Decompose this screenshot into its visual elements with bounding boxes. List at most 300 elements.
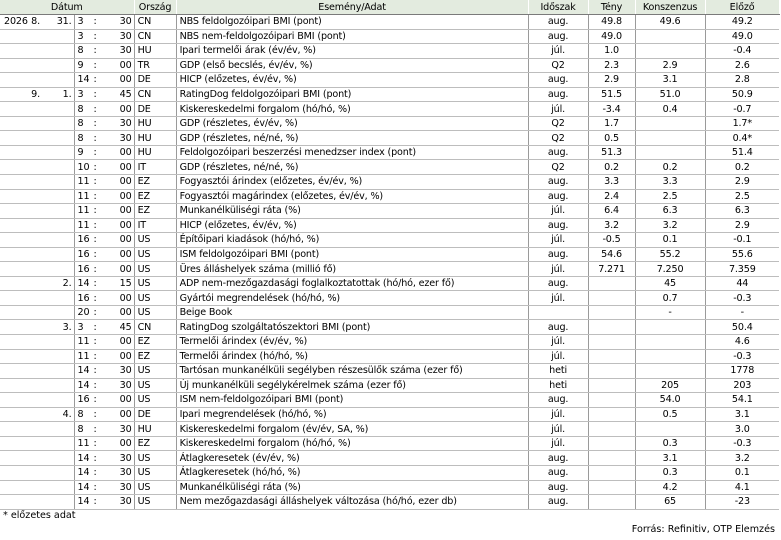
hour-cell: 14 [74, 465, 89, 480]
day-cell [42, 262, 74, 277]
time-separator: : [89, 305, 101, 320]
previous-cell: 3.2 [705, 451, 779, 466]
period-cell: heti [528, 378, 588, 393]
hour-cell: 11 [74, 204, 89, 219]
table-row [0, 422, 779, 437]
table-row [0, 305, 779, 320]
period-cell: júl. [528, 407, 588, 422]
minute-cell: 00 [101, 349, 134, 364]
event-cell: NBS feldolgozóipari BMI (pont) [176, 15, 528, 30]
time-separator: : [89, 378, 101, 393]
year-cell [0, 131, 29, 146]
year-cell [0, 44, 29, 59]
minute-cell: 00 [101, 204, 134, 219]
month-cell [29, 480, 42, 495]
consensus-cell: - [635, 305, 705, 320]
minute-cell: 00 [101, 407, 134, 422]
header-date: Dátum [0, 0, 134, 15]
table-row [0, 189, 779, 204]
time-separator: : [89, 175, 101, 190]
previous-cell: 1.7* [705, 116, 779, 131]
hour-cell: 3 [74, 87, 89, 102]
minute-cell: 30 [101, 495, 134, 510]
minute-cell: 00 [101, 436, 134, 451]
table-row [0, 451, 779, 466]
month-cell [29, 276, 42, 291]
month-cell [29, 465, 42, 480]
time-separator: : [89, 465, 101, 480]
table-body [0, 15, 779, 510]
consensus-cell: 51.0 [635, 87, 705, 102]
minute-cell: 00 [101, 58, 134, 73]
previous-cell: -0.7 [705, 102, 779, 117]
hour-cell: 14 [74, 276, 89, 291]
time-separator: : [89, 218, 101, 233]
country-cell: CN [134, 320, 176, 335]
period-cell: aug. [528, 29, 588, 44]
actual-cell [588, 364, 635, 379]
header-consensus: Konszenzus [635, 0, 705, 15]
hour-cell: 3 [74, 320, 89, 335]
month-cell [29, 305, 42, 320]
country-cell: US [134, 233, 176, 248]
time-separator: : [89, 204, 101, 219]
previous-cell: 51.4 [705, 145, 779, 160]
minute-cell: 30 [101, 29, 134, 44]
period-cell [528, 305, 588, 320]
time-separator: : [89, 131, 101, 146]
previous-cell: 2.9 [705, 175, 779, 190]
year-cell [0, 116, 29, 131]
month-cell [29, 204, 42, 219]
minute-cell: 00 [101, 160, 134, 175]
month-cell [29, 320, 42, 335]
actual-cell: 3.3 [588, 175, 635, 190]
table-row [0, 465, 779, 480]
day-cell [42, 480, 74, 495]
hour-cell: 8 [74, 44, 89, 59]
time-separator: : [89, 73, 101, 88]
day-cell: 4. [42, 407, 74, 422]
year-cell [0, 480, 29, 495]
month-cell [29, 131, 42, 146]
month-cell [29, 407, 42, 422]
hour-cell: 8 [74, 131, 89, 146]
table-row [0, 44, 779, 59]
table-row [0, 364, 779, 379]
consensus-cell: 0.3 [635, 465, 705, 480]
country-cell: CN [134, 15, 176, 30]
month-cell [29, 44, 42, 59]
day-cell [42, 160, 74, 175]
period-cell: júl. [528, 422, 588, 437]
period-cell: júl. [528, 335, 588, 350]
hour-cell: 11 [74, 349, 89, 364]
event-cell: Fogyasztói magárindex (előzetes, év/év, %) [176, 189, 528, 204]
actual-cell: 2.3 [588, 58, 635, 73]
minute-cell: 30 [101, 422, 134, 437]
country-cell: US [134, 378, 176, 393]
period-cell: júl. [528, 436, 588, 451]
time-separator: : [89, 116, 101, 131]
table-row [0, 436, 779, 451]
country-cell: US [134, 393, 176, 408]
consensus-cell: 6.3 [635, 204, 705, 219]
event-cell: Ipari megrendelések (hó/hó, %) [176, 407, 528, 422]
month-cell [29, 29, 42, 44]
table-row [0, 262, 779, 277]
minute-cell: 45 [101, 87, 134, 102]
country-cell: DE [134, 407, 176, 422]
event-cell: Kiskereskedelmi forgalom (hó/hó, %) [176, 102, 528, 117]
consensus-cell: 0.5 [635, 407, 705, 422]
hour-cell: 16 [74, 233, 89, 248]
period-cell: aug. [528, 87, 588, 102]
event-cell: Átlagkeresetek (év/év, %) [176, 451, 528, 466]
table-row [0, 335, 779, 350]
minute-cell: 00 [101, 262, 134, 277]
minute-cell: 00 [101, 189, 134, 204]
country-cell: IT [134, 218, 176, 233]
time-separator: : [89, 349, 101, 364]
hour-cell: 8 [74, 407, 89, 422]
table-row [0, 131, 779, 146]
year-cell [0, 87, 29, 102]
month-cell [29, 436, 42, 451]
country-cell: EZ [134, 349, 176, 364]
month-cell [29, 247, 42, 262]
minute-cell: 30 [101, 44, 134, 59]
hour-cell: 3 [74, 29, 89, 44]
header-event: Esemény/Adat [176, 0, 528, 15]
previous-cell: 4.1 [705, 480, 779, 495]
actual-cell [588, 465, 635, 480]
table-row [0, 393, 779, 408]
table-row [0, 378, 779, 393]
day-cell [42, 189, 74, 204]
year-cell [0, 422, 29, 437]
month-cell [29, 145, 42, 160]
month-cell [29, 102, 42, 117]
event-cell: ADP nem-mezőgazdasági foglalkoztatottak (hó/hó, ezer fő) [176, 276, 528, 291]
day-cell [42, 116, 74, 131]
minute-cell: 00 [101, 145, 134, 160]
previous-cell: 2.8 [705, 73, 779, 88]
month-cell [29, 175, 42, 190]
hour-cell: 14 [74, 480, 89, 495]
day-cell [42, 393, 74, 408]
event-cell: HICP (előzetes, év/év, %) [176, 73, 528, 88]
consensus-cell: 0.3 [635, 436, 705, 451]
minute-cell: 30 [101, 378, 134, 393]
table-row [0, 276, 779, 291]
previous-cell: -0.3 [705, 436, 779, 451]
hour-cell: 14 [74, 73, 89, 88]
consensus-cell: 7.250 [635, 262, 705, 277]
period-cell: Q2 [528, 131, 588, 146]
consensus-cell: 49.6 [635, 15, 705, 30]
consensus-cell [635, 44, 705, 59]
actual-cell: 51.3 [588, 145, 635, 160]
actual-cell: 0.2 [588, 160, 635, 175]
actual-cell: 6.4 [588, 204, 635, 219]
country-cell: US [134, 291, 176, 306]
consensus-cell: 65 [635, 495, 705, 510]
period-cell: júl. [528, 233, 588, 248]
day-cell [42, 73, 74, 88]
day-cell [42, 29, 74, 44]
table-row [0, 15, 779, 30]
minute-cell: 30 [101, 116, 134, 131]
hour-cell: 8 [74, 116, 89, 131]
day-cell: 1. [42, 87, 74, 102]
previous-cell: 203 [705, 378, 779, 393]
event-cell: Beige Book [176, 305, 528, 320]
hour-cell: 11 [74, 335, 89, 350]
previous-cell: 6.3 [705, 204, 779, 219]
consensus-cell [635, 364, 705, 379]
minute-cell: 15 [101, 276, 134, 291]
event-cell: Kiskereskedelmi forgalom (év/év, SA, %) [176, 422, 528, 437]
previous-cell: -0.3 [705, 291, 779, 306]
period-cell: Q2 [528, 58, 588, 73]
period-cell: júl. [528, 349, 588, 364]
country-cell: CN [134, 87, 176, 102]
year-cell [0, 364, 29, 379]
period-cell: aug. [528, 393, 588, 408]
minute-cell: 30 [101, 480, 134, 495]
event-cell: RatingDog szolgáltatószektori BMI (pont) [176, 320, 528, 335]
time-separator: : [89, 15, 101, 30]
time-separator: : [89, 407, 101, 422]
actual-cell: 0.5 [588, 131, 635, 146]
month-cell [29, 422, 42, 437]
minute-cell: 00 [101, 335, 134, 350]
previous-cell: 2.9 [705, 218, 779, 233]
table-row [0, 145, 779, 160]
consensus-cell: 0.2 [635, 160, 705, 175]
actual-cell [588, 495, 635, 510]
day-cell [42, 102, 74, 117]
period-cell: aug. [528, 480, 588, 495]
time-separator: : [89, 436, 101, 451]
minute-cell: 30 [101, 15, 134, 30]
actual-cell: 54.6 [588, 247, 635, 262]
hour-cell: 11 [74, 436, 89, 451]
time-separator: : [89, 189, 101, 204]
day-cell [42, 247, 74, 262]
minute-cell: 00 [101, 247, 134, 262]
period-cell: Q2 [528, 116, 588, 131]
time-separator: : [89, 422, 101, 437]
year-cell [0, 305, 29, 320]
previous-cell: 2.5 [705, 189, 779, 204]
country-cell: EZ [134, 189, 176, 204]
time-separator: : [89, 451, 101, 466]
header-period: Időszak [528, 0, 588, 15]
day-cell: 31. [42, 15, 74, 30]
month-cell [29, 218, 42, 233]
minute-cell: 30 [101, 131, 134, 146]
month-cell [29, 364, 42, 379]
hour-cell: 16 [74, 393, 89, 408]
month-cell [29, 58, 42, 73]
year-cell: 2026 [0, 15, 29, 30]
table-row [0, 87, 779, 102]
country-cell: IT [134, 160, 176, 175]
actual-cell: 3.2 [588, 218, 635, 233]
actual-cell: -0.5 [588, 233, 635, 248]
event-cell: HICP (előzetes, év/év, %) [176, 218, 528, 233]
year-cell [0, 175, 29, 190]
time-separator: : [89, 44, 101, 59]
previous-cell: -23 [705, 495, 779, 510]
previous-cell: -0.3 [705, 349, 779, 364]
event-cell: Ipari termelői árak (év/év, %) [176, 44, 528, 59]
country-cell: US [134, 465, 176, 480]
year-cell [0, 58, 29, 73]
month-cell [29, 378, 42, 393]
year-cell [0, 204, 29, 219]
actual-cell [588, 349, 635, 364]
consensus-cell [635, 116, 705, 131]
period-cell: aug. [528, 247, 588, 262]
previous-cell: -0.1 [705, 233, 779, 248]
actual-cell [588, 305, 635, 320]
minute-cell: 00 [101, 102, 134, 117]
time-separator: : [89, 29, 101, 44]
hour-cell: 14 [74, 364, 89, 379]
time-separator: : [89, 262, 101, 277]
time-separator: : [89, 393, 101, 408]
time-separator: : [89, 480, 101, 495]
event-cell: Átlagkeresetek (hó/hó, %) [176, 465, 528, 480]
hour-cell: 14 [74, 495, 89, 510]
table-row [0, 160, 779, 175]
hour-cell: 11 [74, 218, 89, 233]
table-row [0, 349, 779, 364]
previous-cell: 44 [705, 276, 779, 291]
period-cell: aug. [528, 276, 588, 291]
actual-cell [588, 451, 635, 466]
consensus-cell: 4.2 [635, 480, 705, 495]
month-cell: 9. [29, 87, 42, 102]
time-separator: : [89, 58, 101, 73]
previous-cell: 0.1 [705, 465, 779, 480]
country-cell: EZ [134, 204, 176, 219]
day-cell [42, 218, 74, 233]
time-separator: : [89, 247, 101, 262]
previous-cell: 3.0 [705, 422, 779, 437]
minute-cell: 00 [101, 233, 134, 248]
consensus-cell [635, 422, 705, 437]
previous-cell: 55.6 [705, 247, 779, 262]
header-actual: Tény [588, 0, 635, 15]
footnote: * előzetes adat [3, 510, 76, 521]
consensus-cell: 0.4 [635, 102, 705, 117]
consensus-cell [635, 320, 705, 335]
country-cell: TR [134, 58, 176, 73]
year-cell [0, 291, 29, 306]
day-cell [42, 495, 74, 510]
minute-cell: 30 [101, 451, 134, 466]
country-cell: CN [134, 29, 176, 44]
minute-cell: 00 [101, 218, 134, 233]
hour-cell: 10 [74, 160, 89, 175]
hour-cell: 9 [74, 58, 89, 73]
country-cell: US [134, 451, 176, 466]
event-cell: Feldolgozóipari beszerzési menedzser index (pont) [176, 145, 528, 160]
year-cell [0, 320, 29, 335]
time-separator: : [89, 102, 101, 117]
event-cell: ISM nem-feldolgozóipari BMI (pont) [176, 393, 528, 408]
actual-cell [588, 436, 635, 451]
hour-cell: 16 [74, 262, 89, 277]
time-separator: : [89, 233, 101, 248]
previous-cell: - [705, 305, 779, 320]
event-cell: NBS nem-feldolgozóipari BMI (pont) [176, 29, 528, 44]
year-cell [0, 393, 29, 408]
minute-cell: 45 [101, 320, 134, 335]
country-cell: HU [134, 145, 176, 160]
hour-cell: 14 [74, 451, 89, 466]
year-cell [0, 436, 29, 451]
country-cell: EZ [134, 335, 176, 350]
period-cell: aug. [528, 175, 588, 190]
actual-cell [588, 480, 635, 495]
month-cell [29, 262, 42, 277]
time-separator: : [89, 145, 101, 160]
day-cell [42, 44, 74, 59]
day-cell [42, 131, 74, 146]
event-cell: Tartósan munkanélküli segélyben részesülők száma (ezer fő) [176, 364, 528, 379]
country-cell: HU [134, 131, 176, 146]
table-row [0, 233, 779, 248]
year-cell [0, 160, 29, 175]
country-cell: US [134, 480, 176, 495]
minute-cell: 00 [101, 305, 134, 320]
event-cell: Termelői árindex (hó/hó, %) [176, 349, 528, 364]
hour-cell: 20 [74, 305, 89, 320]
period-cell: júl. [528, 262, 588, 277]
previous-cell: 0.2 [705, 160, 779, 175]
previous-cell: 3.1 [705, 407, 779, 422]
event-cell: GDP (részletes, né/né, %) [176, 160, 528, 175]
day-cell [42, 305, 74, 320]
day-cell [42, 436, 74, 451]
table-row [0, 116, 779, 131]
event-cell: Gyártói megrendelések (hó/hó, %) [176, 291, 528, 306]
actual-cell: 49.0 [588, 29, 635, 44]
consensus-cell [635, 349, 705, 364]
minute-cell: 00 [101, 73, 134, 88]
actual-cell [588, 276, 635, 291]
country-cell: HU [134, 116, 176, 131]
previous-cell: 7.359 [705, 262, 779, 277]
previous-cell: 1778 [705, 364, 779, 379]
day-cell [42, 349, 74, 364]
period-cell: aug. [528, 465, 588, 480]
month-cell [29, 116, 42, 131]
year-cell [0, 247, 29, 262]
country-cell: EZ [134, 436, 176, 451]
month-cell [29, 393, 42, 408]
previous-cell: 54.1 [705, 393, 779, 408]
country-cell: US [134, 305, 176, 320]
country-cell: EZ [134, 175, 176, 190]
consensus-cell: 0.1 [635, 233, 705, 248]
table-row [0, 407, 779, 422]
